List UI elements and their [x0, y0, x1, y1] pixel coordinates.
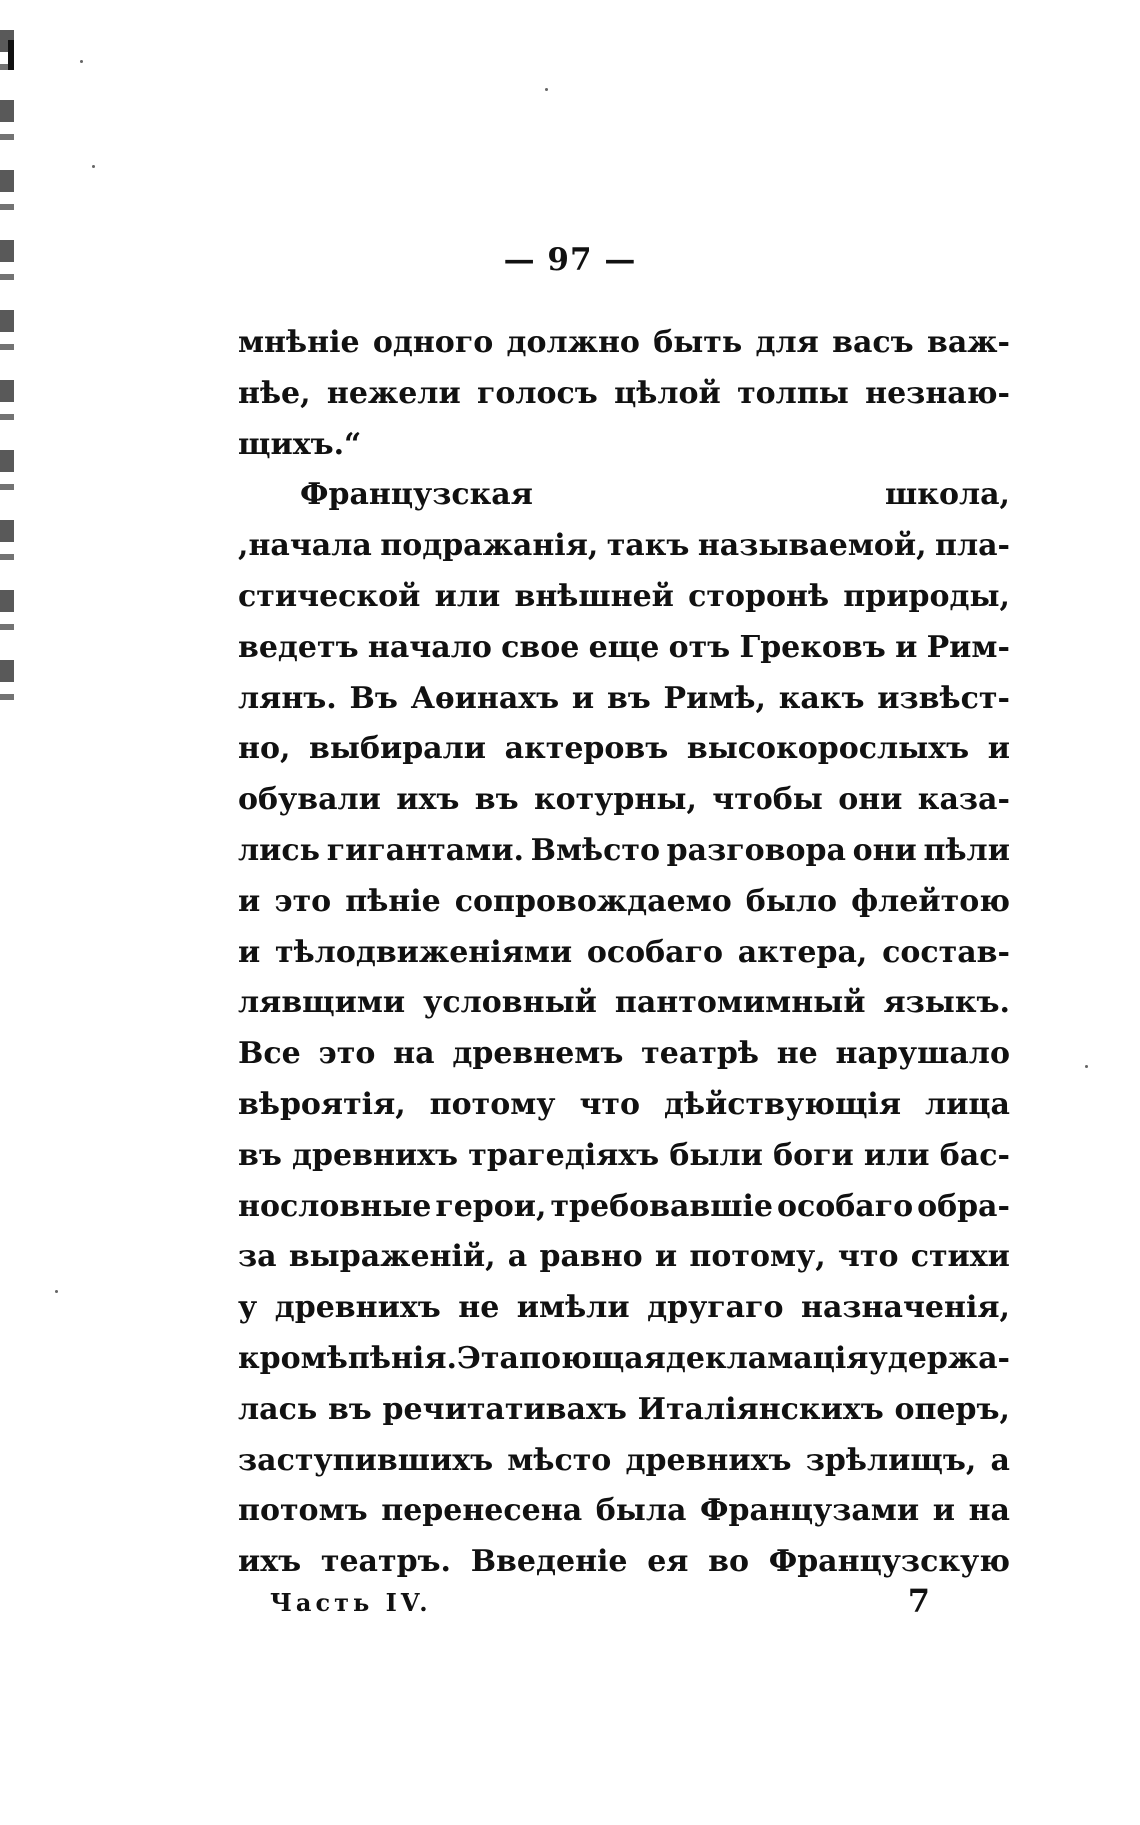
word: поющая	[519, 1340, 666, 1376]
word: называемой,	[697, 528, 927, 564]
word: обували	[238, 782, 381, 818]
word: у	[238, 1290, 258, 1326]
word: потомъ	[238, 1493, 368, 1529]
word: стической	[238, 578, 421, 614]
text-line	[238, 826, 1010, 877]
word: Рим-	[926, 629, 1010, 665]
word: сторонѣ	[688, 578, 830, 614]
text-line	[238, 1131, 1010, 1182]
word: голосъ	[476, 375, 598, 411]
word: языкъ.	[883, 985, 1010, 1021]
word: нѣе,	[238, 375, 311, 411]
word: мнѣніе	[238, 325, 360, 360]
word: Италіянскихъ	[637, 1391, 884, 1427]
word: флейтою	[851, 883, 1010, 919]
word: извѣст-	[877, 680, 1010, 716]
text-line	[238, 1385, 1010, 1436]
word: это	[318, 1036, 376, 1072]
word: тѣлодвиженіями	[274, 934, 573, 970]
word: что	[837, 1239, 899, 1275]
word: Все	[238, 1036, 301, 1072]
word: на	[393, 1036, 435, 1072]
word: лянъ.	[238, 680, 337, 716]
text-line	[238, 521, 1010, 572]
word: древнихъ	[274, 1290, 441, 1326]
word: природы,	[843, 578, 1010, 614]
word: ихъ	[238, 1544, 302, 1580]
footer-signature: Часть IV.	[270, 1588, 432, 1617]
word: актера,	[737, 934, 868, 970]
word: пѣли	[923, 832, 1010, 868]
word: заступившихъ	[238, 1442, 494, 1478]
word: герои,	[435, 1188, 547, 1224]
word: одного	[372, 325, 494, 360]
text-line	[238, 1334, 1010, 1385]
page-footer	[270, 1582, 930, 1628]
line-text: щихъ.“	[238, 426, 362, 462]
text-line	[238, 1232, 1010, 1283]
word: и	[932, 1493, 955, 1529]
word: и	[238, 883, 261, 919]
word: въ	[238, 1137, 282, 1173]
text-line	[238, 1537, 1010, 1588]
word: пѣніе	[345, 883, 441, 919]
word: нарушало	[835, 1036, 1010, 1072]
word: выбирали	[309, 731, 487, 767]
text-line	[238, 928, 1010, 979]
word: быть	[653, 325, 743, 360]
word: боги	[773, 1137, 854, 1173]
word: потому,	[689, 1239, 826, 1275]
word: и	[987, 731, 1010, 767]
word: должно	[506, 325, 640, 360]
word: древнихъ	[292, 1137, 459, 1173]
word: стихи	[910, 1239, 1010, 1275]
scan-speck	[80, 60, 83, 63]
text-line	[238, 572, 1010, 623]
scan-speck	[1085, 1065, 1088, 1068]
word: нословные	[238, 1188, 432, 1224]
word: пантомимный	[614, 985, 866, 1021]
word: требовавшіе	[550, 1188, 773, 1224]
word: а	[507, 1239, 528, 1275]
word: выраженій,	[288, 1239, 496, 1275]
text-line	[238, 1486, 1010, 1537]
word: Римѣ,	[663, 680, 766, 716]
text-line	[238, 978, 1010, 1029]
word: но,	[238, 731, 291, 767]
word: обра-	[917, 1188, 1010, 1224]
word: школа,	[885, 477, 1010, 513]
word: отъ	[668, 629, 731, 665]
word: въ	[474, 782, 519, 818]
word: начало	[367, 629, 492, 665]
word: каза-	[917, 782, 1010, 818]
scan-speck	[92, 165, 95, 168]
word: Французская	[300, 477, 533, 513]
word: Грековъ	[739, 629, 886, 665]
word: за	[238, 1239, 277, 1275]
word: речитативахъ	[382, 1391, 627, 1427]
word: лись	[238, 832, 321, 868]
word: особаго	[776, 1188, 914, 1224]
word: нежели	[326, 375, 461, 411]
word: декламація	[665, 1340, 869, 1376]
word: это	[274, 883, 332, 919]
word: лявщими	[238, 985, 406, 1021]
word: не	[776, 1036, 818, 1072]
word: и	[238, 934, 261, 970]
word: древнемъ	[452, 1036, 624, 1072]
word: ,начала	[238, 528, 372, 564]
text-line	[238, 724, 1010, 775]
word: оперъ,	[894, 1391, 1010, 1427]
word: потому	[429, 1086, 556, 1122]
word: бас-	[939, 1137, 1010, 1173]
word: на	[968, 1493, 1010, 1529]
word: внѣшней	[514, 578, 674, 614]
word: какъ	[778, 680, 865, 716]
word: свое	[501, 629, 580, 665]
word: котурны,	[533, 782, 697, 818]
word: Въ	[349, 680, 398, 716]
word: имѣли	[516, 1290, 630, 1326]
paragraph-first-line	[238, 470, 1010, 521]
scan-edge-artifact-2	[8, 40, 14, 70]
text-line	[238, 877, 1010, 928]
text-line	[238, 369, 1010, 420]
word: еще	[588, 629, 660, 665]
word: они	[838, 782, 903, 818]
word: назначенія,	[801, 1290, 1010, 1326]
word: состав-	[882, 934, 1010, 970]
word: перенесена	[381, 1493, 583, 1529]
word: Французскую	[768, 1544, 1010, 1580]
scan-edge-artifact	[0, 30, 14, 730]
word: трагедіяхъ	[468, 1137, 660, 1173]
word: что	[579, 1086, 640, 1122]
word: или	[434, 578, 501, 614]
word: чтобы	[712, 782, 823, 818]
text-line	[238, 775, 1010, 826]
text-line	[238, 674, 1010, 725]
text-line	[238, 1029, 1010, 1080]
word: васъ	[832, 325, 914, 360]
word: они	[852, 832, 917, 868]
word: высокорослыхъ	[686, 731, 970, 767]
word: вѣроятія,	[238, 1086, 406, 1122]
word: ихъ	[396, 782, 460, 818]
word: Французами	[700, 1493, 920, 1529]
word: лица	[924, 1086, 1010, 1122]
word: во	[708, 1544, 750, 1580]
text-line	[238, 318, 1010, 369]
word: разговора	[666, 832, 846, 868]
word: гигантами.	[326, 832, 524, 868]
scan-speck	[55, 1290, 58, 1293]
word: древнихъ	[625, 1442, 792, 1478]
word: важ-	[926, 325, 1010, 360]
word: мѣсто	[507, 1442, 612, 1478]
word: Аѳинахъ	[410, 680, 560, 716]
word: и	[654, 1239, 678, 1275]
scan-speck	[545, 88, 548, 91]
text-line	[238, 623, 1010, 674]
word: для	[755, 325, 819, 360]
word: Вмѣсто	[530, 832, 660, 868]
text-line	[238, 1436, 1010, 1487]
word: и	[895, 629, 918, 665]
word: кромѣ	[238, 1340, 348, 1376]
word: такъ	[606, 528, 690, 564]
word: театрѣ	[641, 1036, 759, 1072]
word: были	[669, 1137, 763, 1173]
word: удержа-	[868, 1340, 1010, 1376]
word: Эта	[457, 1340, 519, 1376]
word: особаго	[586, 934, 723, 970]
word: въ	[606, 680, 651, 716]
word: цѣлой	[614, 375, 721, 411]
word: была	[595, 1493, 687, 1529]
text-line	[238, 1182, 1010, 1233]
footer-sheet-number: 7	[907, 1582, 930, 1620]
word: лась	[238, 1391, 318, 1427]
word: дѣйствующія	[663, 1086, 901, 1122]
word: другаго	[647, 1290, 784, 1326]
word: театръ.	[320, 1544, 451, 1580]
word: сопровождаемо	[454, 883, 732, 919]
word: ея	[647, 1544, 689, 1580]
word: Введеніе	[470, 1544, 628, 1580]
word: незнаю-	[865, 375, 1010, 411]
word: ведетъ	[238, 629, 359, 665]
word: толпы	[737, 375, 849, 411]
page-number: — 97 —	[503, 242, 637, 278]
word: пла-	[935, 528, 1010, 564]
text-line	[238, 1080, 1010, 1131]
word: актеровъ	[504, 731, 669, 767]
word: подражанія,	[380, 528, 599, 564]
word: зрѣлищъ,	[805, 1442, 977, 1478]
word: или	[863, 1137, 930, 1173]
word: пѣнія.	[347, 1340, 457, 1376]
word: въ	[327, 1391, 372, 1427]
word: равно	[539, 1239, 643, 1275]
word: не	[458, 1290, 500, 1326]
word: было	[745, 883, 838, 919]
word: условный	[423, 985, 597, 1021]
text-line	[238, 1283, 1010, 1334]
text-line	[238, 420, 1010, 471]
word: и	[571, 680, 595, 716]
body-text	[238, 318, 1010, 1588]
word: а	[990, 1442, 1010, 1478]
